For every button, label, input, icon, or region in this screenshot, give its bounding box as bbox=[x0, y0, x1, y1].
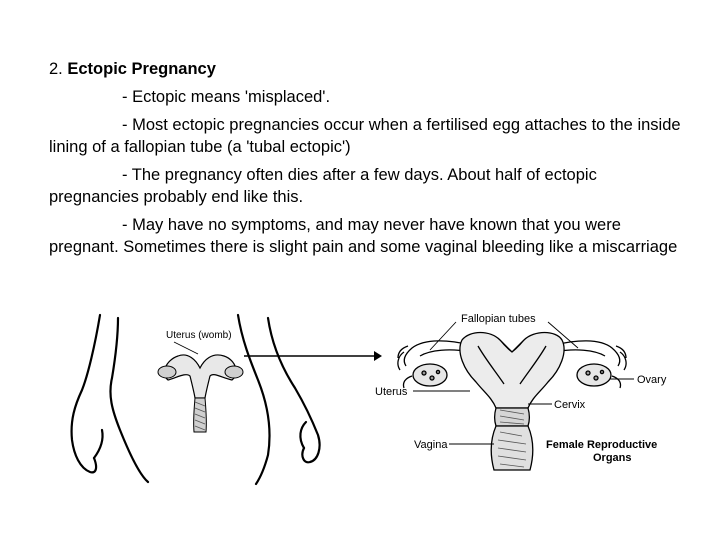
bullet-paragraph: - Ectopic means 'misplaced'. bbox=[122, 88, 331, 106]
vagina-label: Vagina bbox=[414, 439, 448, 451]
slide-text bbox=[49, 58, 689, 264]
fallopian-tubes-label: Fallopian tubes bbox=[461, 313, 536, 325]
bullet-paragraph: - The pregnancy often dies after a few days. About half of ectopic pregnancies probably end like this. bbox=[49, 166, 597, 206]
bullet-paragraph: - May have no symptoms, and may never have known that you were pregnant. Sometimes there is slight pain and some vaginal bleeding like a miscarriage bbox=[49, 216, 678, 256]
section-number: 2. bbox=[49, 60, 63, 78]
cervix-label: Cervix bbox=[554, 399, 586, 411]
anatomy-illustration bbox=[0, 300, 728, 546]
anatomy-figure bbox=[0, 300, 728, 546]
section-heading bbox=[49, 58, 689, 80]
small-uterus-icon bbox=[158, 355, 243, 432]
caption-line-1: Female Reproductive bbox=[546, 439, 658, 451]
arrow-icon bbox=[244, 351, 382, 361]
caption-line-2: Organs bbox=[593, 452, 632, 464]
uterus-label: Uterus bbox=[375, 386, 408, 398]
small-uterus-label: Uterus (womb) bbox=[166, 330, 232, 341]
ovary-label: Ovary bbox=[637, 374, 667, 386]
section-title: Ectopic Pregnancy bbox=[67, 60, 216, 78]
bullet-paragraph: - Most ectopic pregnancies occur when a fertilised egg attaches to the inside lining of a fallopian tube (a 'tubal ectopic') bbox=[49, 116, 681, 156]
